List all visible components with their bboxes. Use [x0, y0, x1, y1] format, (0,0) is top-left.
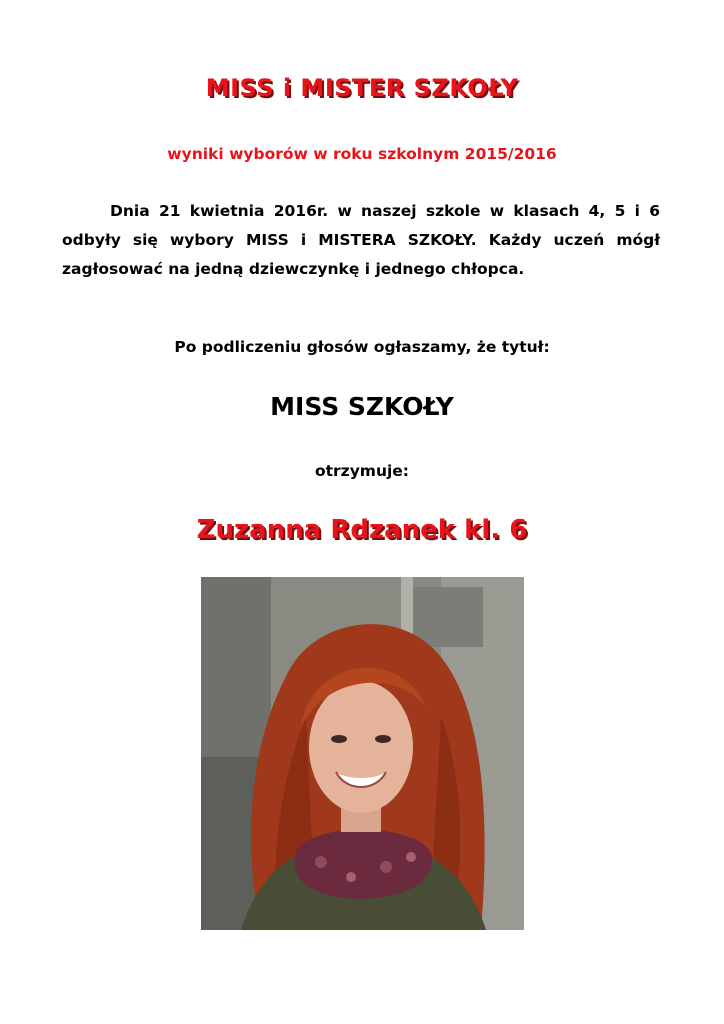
intro-paragraph: Dnia 21 kwietnia 2016r. w naszej szkole w klasach 4, 5 i 6 odbyły się wybory MISS i MISTERA SZKOŁY. Każdy uczeń mógł zagłosować na jedną dziewczynkę i jednego chłopca.	[62, 202, 660, 278]
winner-name: Zuzanna Rdzanek kl. 6	[196, 515, 528, 545]
page-subtitle: wyniki wyborów w roku szkolnym 2015/2016	[167, 145, 557, 163]
page-title: MISS i MISTER SZKOŁY	[205, 74, 519, 102]
announcement-text: Po podliczeniu głosów ogłaszamy, że tytuł:	[174, 338, 550, 356]
receives-label: otrzymuje:	[314, 462, 410, 480]
winner-photo	[201, 577, 524, 930]
award-title: MISS SZKOŁY	[270, 392, 454, 421]
